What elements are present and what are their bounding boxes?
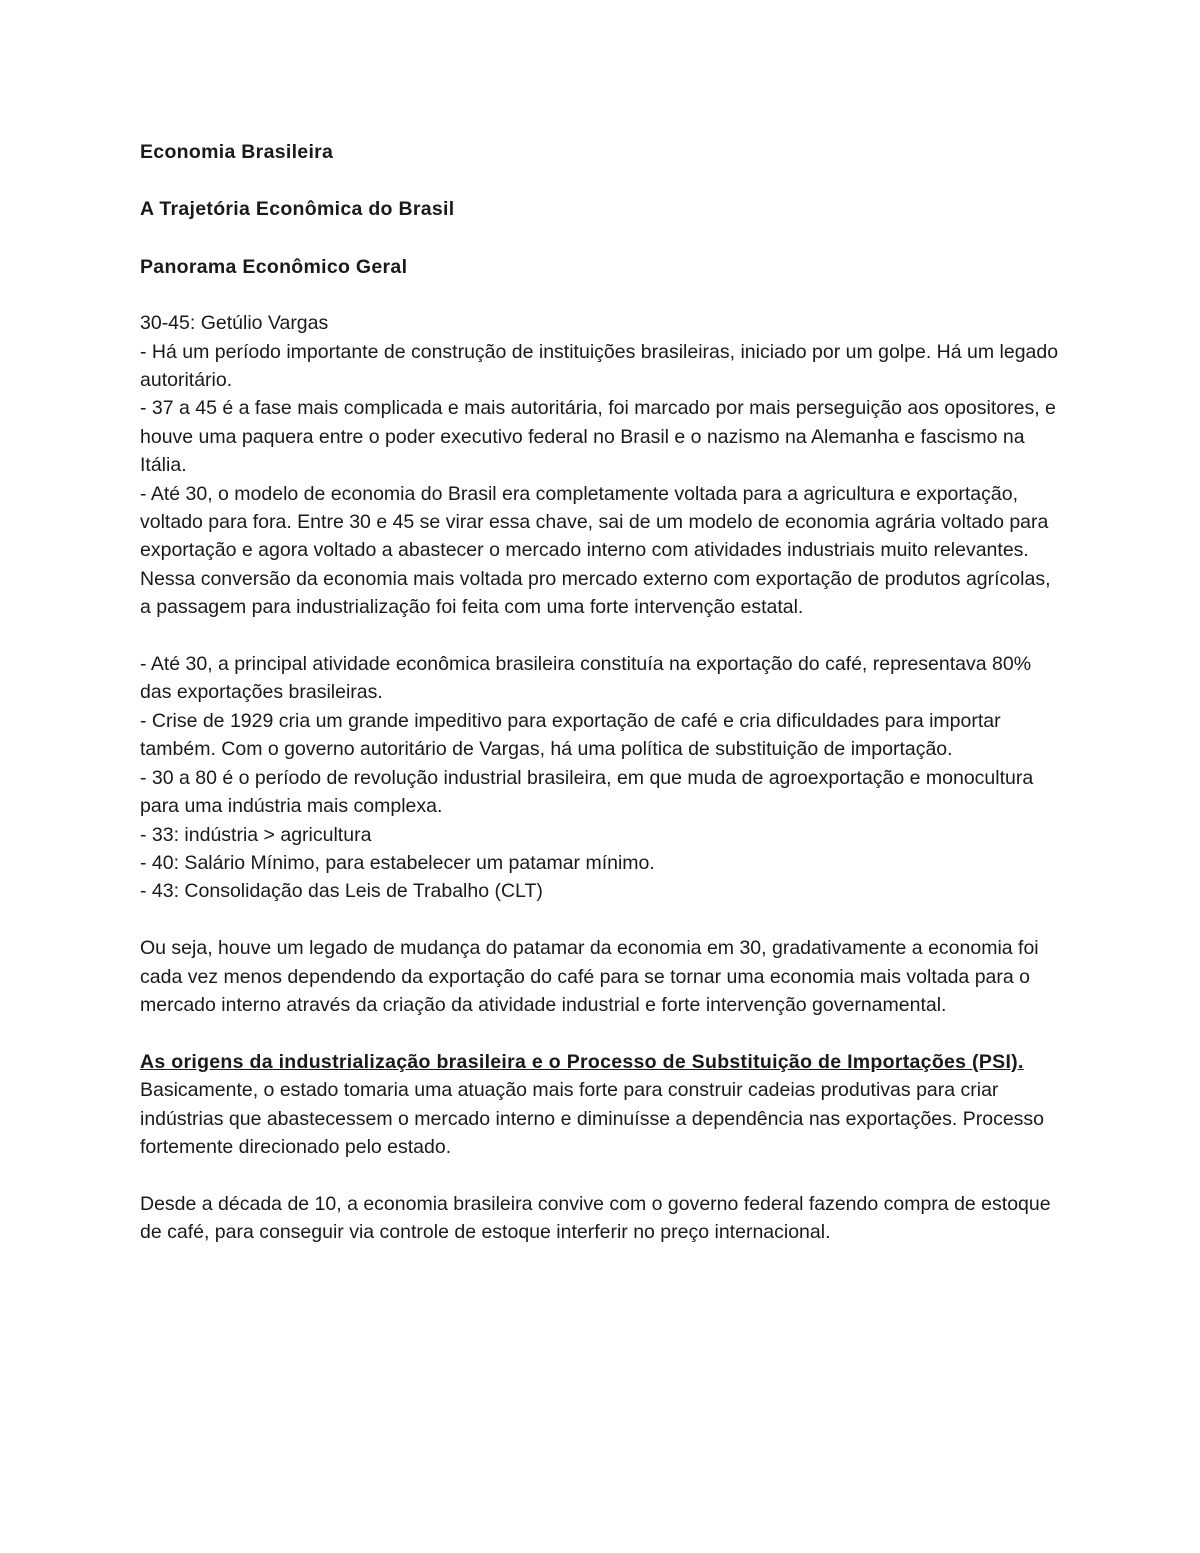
- document-title: Economia Brasileira: [140, 141, 334, 163]
- psi-text: Basicamente, o estado tomaria uma atuação mais forte para construir cadeias produtivas para criar indústrias que abastecessem o mercado interno e diminuísse a dependência nas exportações. Processo fortemente direcionado pelo estado.: [140, 1079, 1045, 1158]
- vargas-period-block: [140, 309, 1065, 621]
- bullet-item: - Há um período importante de construção de instituições brasileiras, iniciado por um golpe. Há um legado autoritário.: [140, 340, 1059, 392]
- document-page: [140, 138, 1065, 1275]
- bullet-item: - 37 a 45 é a fase mais complicada e mais autoritária, foi marcado por mais perseguição aos opositores, e houve uma paquera entre o poder executivo federal no Brasil e o nazismo na Alemanha e fascismo na Itália.: [140, 397, 1056, 477]
- final-paragraph: Desde a década de 10, a economia brasileira convive com o governo federal fazendo compra de estoque de café, para conseguir via controle de estoque interferir no preço internacional.: [140, 1192, 1051, 1244]
- summary-paragraph: Ou seja, houve um legado de mudança do patamar da economia em 30, gradativamente a economia foi cada vez menos dependendo da exportação do café para se tornar uma economia mais voltada para o mercado interno através da criação da atividade industrial e forte intervenção governamental.: [140, 937, 1039, 1016]
- section-title: Panorama Econômico Geral: [140, 255, 408, 278]
- bullet-item: - Até 30, a principal atividade econômica brasileira constituía na exportação do café, representava 80% das exportações brasileiras.: [140, 653, 1032, 704]
- bullet-item: - 30 a 80 é o período de revolução industrial brasileira, em que muda de agroexportação e monocultura para uma indústria mais complexa.: [140, 766, 1034, 818]
- bullet-item: - 43: Consolidação das Leis de Trabalho (CLT): [140, 880, 543, 903]
- psi-paragraph: [140, 1048, 1065, 1162]
- bullet-item: - 33: indústria > agricultura: [140, 823, 372, 846]
- bullet-item: - 40: Salário Mínimo, para estabelecer um patamar mínimo.: [140, 851, 655, 874]
- bullet-item: - Crise de 1929 cria um grande impeditivo para exportação de café e cria dificuldades para importar também. Com o governo autoritário de Vargas, há uma política de substituição de importação.: [140, 709, 1001, 761]
- coffee-export-block: [140, 650, 1065, 906]
- period-heading: 30-45: Getúlio Vargas: [140, 312, 329, 335]
- document-subtitle: A Trajetória Econômica do Brasil: [140, 198, 455, 221]
- bullet-item: - Até 30, o modelo de economia do Brasil era completamente voltada para a agricultura e exportação, voltado para fora. Entre 30 e 45 se virar essa chave, sai de um modelo de economia agrária voltado para exportação e agora voltado a abastecer o mercado interno com atividades industriais muito relevantes. Nessa conversão da economia mais voltada pro mercado externo com exportação de produtos agrícolas, a passagem para industrialização foi feita com uma forte intervenção estatal.: [140, 482, 1051, 619]
- psi-heading: As origens da industrialização brasileira e o Processo de Substituição de Importações (PSI).: [140, 1050, 1024, 1073]
